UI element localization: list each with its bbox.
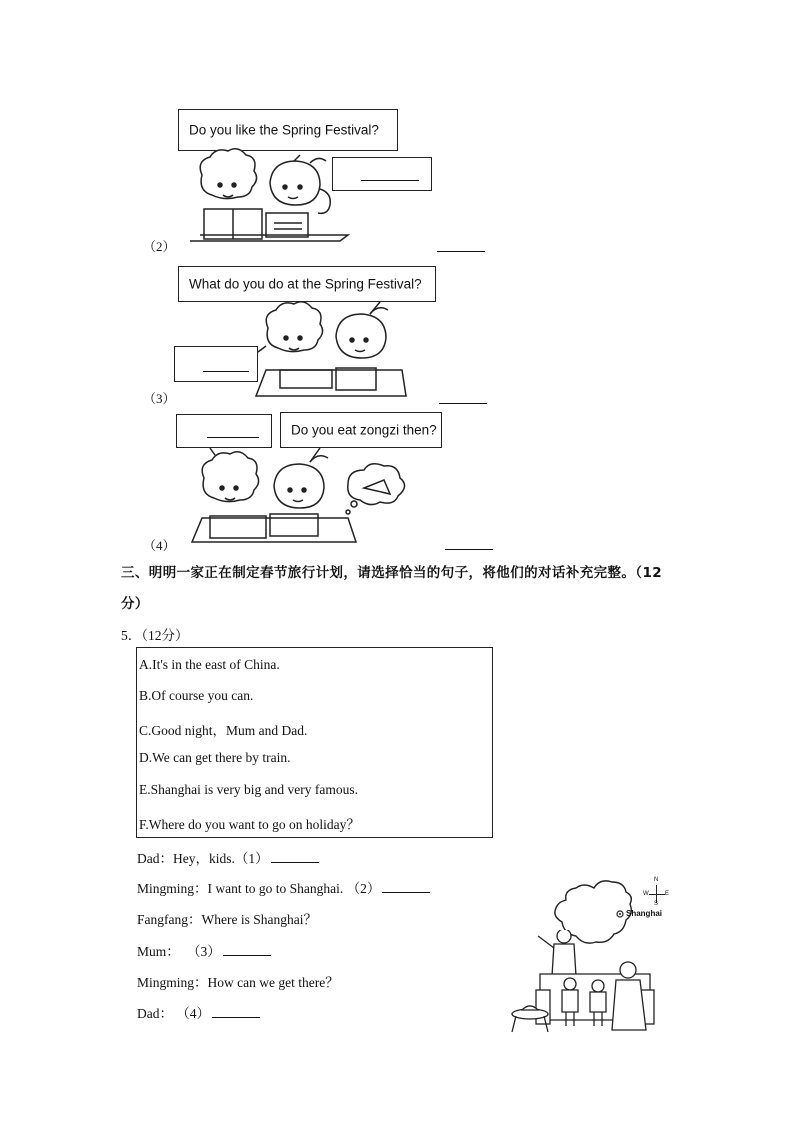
line-text: I want to go to Shanghai. （2） (207, 881, 381, 896)
option-f: F.Where do you want to go on holiday？ (139, 817, 360, 832)
option-c: C.Good night，Mum and Dad. (139, 723, 308, 738)
children-reading-illustration (170, 410, 450, 550)
answer-blank[interactable] (223, 943, 271, 956)
dialogue-line (137, 1002, 260, 1022)
option-a: A.It's in the east of China. (139, 657, 280, 672)
item-number-3: （3） (143, 391, 176, 406)
line-text: （4） (183, 1006, 210, 1021)
line-text: （3） (193, 944, 221, 959)
speaker: Mingming： (137, 975, 208, 990)
compass-icon: N S W E (643, 877, 670, 907)
question-label: 5．（12分） (121, 628, 189, 643)
option-b: B.Of course you can. (139, 688, 254, 703)
answer-blank[interactable] (271, 850, 319, 863)
options-box (136, 647, 493, 838)
answer-blank[interactable] (382, 880, 430, 893)
section-heading-line2: 分） (121, 596, 149, 612)
answer-blank-4[interactable] (445, 549, 493, 550)
line-text: Where is Shanghai？ (201, 912, 317, 927)
dialogue-line (137, 971, 339, 991)
picture-3 (170, 262, 445, 402)
picture-2 (170, 105, 440, 250)
dialogue-line (137, 908, 317, 928)
option-e: E.Shanghai is very big and very famous. (139, 782, 358, 797)
children-reading-illustration (170, 105, 440, 250)
item-number-2: （2） (143, 239, 176, 254)
item-number-4: （4） (143, 538, 176, 553)
speech-text: Do you like the Spring Festival? (189, 122, 379, 138)
speaker: Mum： (137, 944, 180, 959)
map-family-illustration (508, 878, 668, 1048)
speaker: Dad： (137, 851, 173, 866)
picture-4 (170, 410, 450, 550)
line-text: Hey，kids.（1） (173, 851, 269, 866)
answer-blank[interactable] (212, 1005, 260, 1018)
speaker: Dad： (137, 1006, 173, 1021)
line-text: How can we get there？ (207, 975, 339, 990)
speech-text: Do you eat zongzi then? (291, 422, 437, 438)
speaker: Fangfang： (137, 912, 202, 927)
dialogue-line (137, 877, 430, 897)
section-heading-line1: 三、明明一家正在制定春节旅行计划，请选择恰当的句子，将他们的对话补充完整。（12 (121, 565, 663, 581)
answer-blank-2[interactable] (437, 251, 485, 252)
dialogue-line (137, 847, 319, 867)
answer-blank-3[interactable] (439, 403, 487, 404)
option-d: D.We can get there by train. (139, 750, 291, 765)
dialogue-line (137, 940, 271, 960)
children-reading-illustration (170, 262, 445, 402)
family-on-sofa-illustration (508, 930, 668, 1040)
map-city-label: Shanghai (626, 909, 663, 918)
speaker: Mingming： (137, 881, 208, 896)
speech-text: What do you do at the Spring Festival? (189, 276, 422, 292)
